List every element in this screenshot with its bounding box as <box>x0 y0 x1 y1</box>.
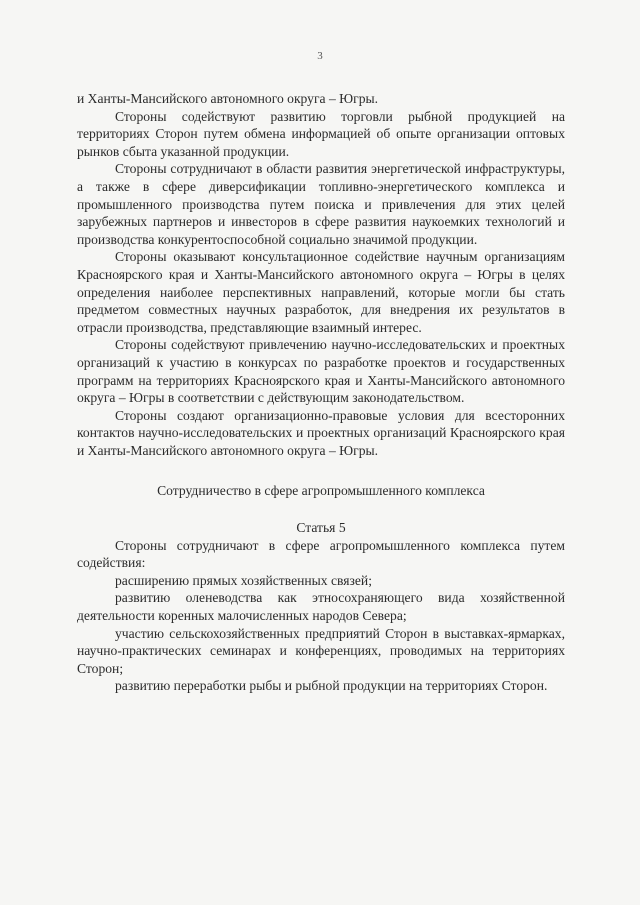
article-title: Статья 5 <box>296 520 346 536</box>
list-item: развитию переработки рыбы и рыбной продукции на территориях Сторон. <box>115 678 548 694</box>
paragraph: Стороны сотрудничают в области развития энергетической инфраструктуры, а также в сфере диверсификации топливно-энергетического комплекса и промышленного производства путем поиска и привлечения для этих целей зарубежных партнеров и инвесторов в сфере развития наукоемких технологий и производства конкурентоспособной социально значимой продукции. <box>77 161 565 247</box>
paragraph: Стороны содействуют развитию торговли рыбной продукцией на территориях Сторон путем обмена информацией об опыте организации оптовых рынков сбыта указанной продукции. <box>77 108 565 159</box>
list-item: расширению прямых хозяйственных связей; <box>115 572 372 588</box>
paragraph: Стороны сотрудничают в сфере агропромышленного комплекса путем содействия: <box>77 537 565 571</box>
paragraph: и Ханты-Мансийского автономного округа – Югры. <box>77 91 379 106</box>
list-item: участию сельскохозяйственных предприятий Сторон в выставках-ярмарках, научно-практических семинарах и конференциях, проводимых на территориях Сторон; <box>77 625 565 676</box>
page-number: 3 <box>317 50 323 62</box>
section-heading: Сотрудничество в сфере агропромышленного комплекса <box>157 483 485 499</box>
list-item: развитию оленеводства как этносохраняющего вида хозяйственной деятельности коренных малочисленных народов Севера; <box>77 590 565 624</box>
paragraph: Стороны содействуют привлечению научно-исследовательских и проектных организаций к участию в конкурсах по разработке проектов и государственных программ на территориях Красноярского края и Ханты-Мансийского автономного округа – Югры в соответствии с действующим законодательством. <box>77 337 565 406</box>
paragraph: Стороны создают организационно-правовые условия для всесторонних контактов научно-исследовательских и проектных организаций Красноярского края и Ханты-Мансийского автономного округа – Югры. <box>77 407 565 458</box>
document-body <box>77 90 565 695</box>
paragraph: Стороны оказывают консультационное содействие научным организациям Красноярского края и Ханты-Мансийского автономного округа – Югры в целях определения наиболее перспективных направлений, которые могли бы стать предметом совместных научных разработок, для внедрения их результатов в отрасли производства, представляющие взаимный интерес. <box>77 249 565 335</box>
